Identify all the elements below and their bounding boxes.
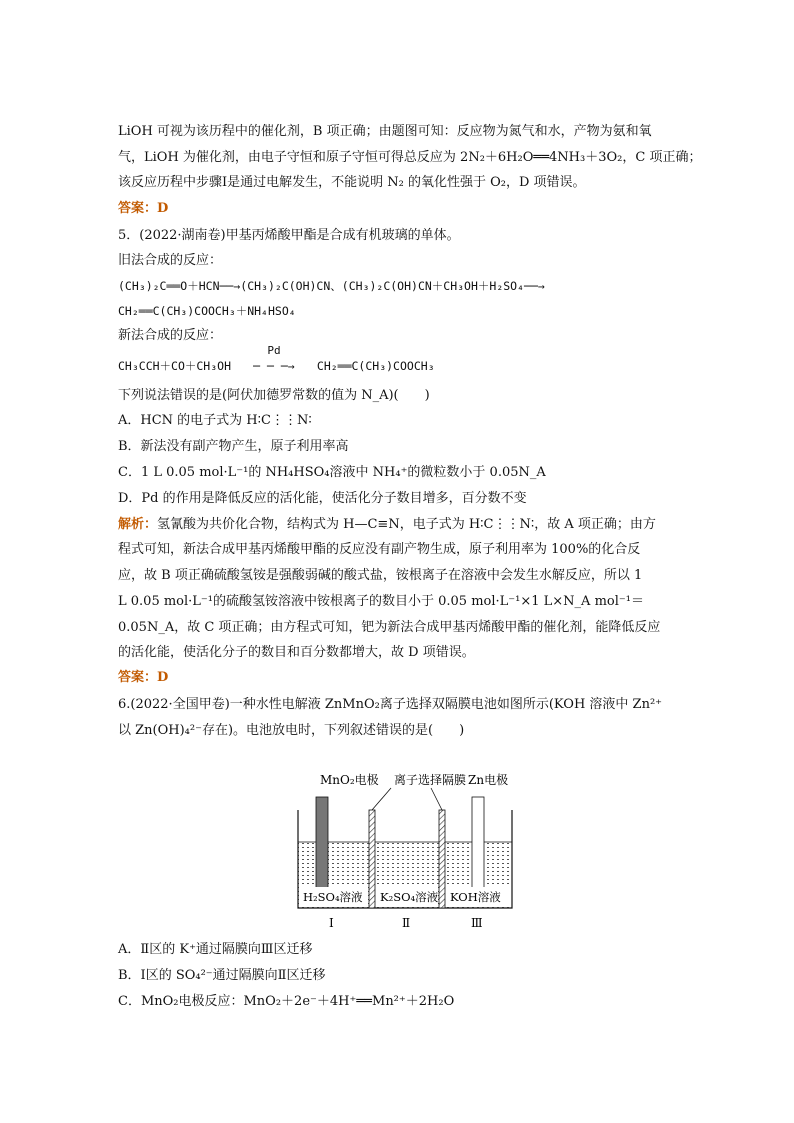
- q5-option-b: B．新法没有副产物产生，原子利用率高: [118, 439, 349, 454]
- q5-analysis-line-1: [118, 515, 656, 535]
- q6-option-a: A．Ⅱ区的 K⁺通过隔膜向Ⅲ区迁移: [118, 942, 313, 957]
- zn-electrode: [472, 797, 484, 895]
- analysis-label: 解析：: [118, 517, 158, 532]
- label-ion-membrane: 离子选择隔膜: [394, 773, 467, 787]
- new-eq-product: CH₂══C(CH₃)COOCH₃: [316, 359, 435, 373]
- q5-option-a: A．HCN 的电子式为 H∶C⋮⋮N∶: [118, 413, 312, 428]
- q5-question: 下列说法错误的是(阿伏加德罗常数的值为 N_A)( ): [118, 388, 430, 403]
- q5-analysis-line-6: 的活化能，使活化分子的数目和百分数都增大，故 D 项错误。: [118, 645, 475, 660]
- q5-old-equation-1: (CH₃)₂C══O＋HCN──→(CH₃)₂C(OH)CN、(CH₃)₂C(OH)CN＋CH₃OH＋H₂SO₄──→: [118, 279, 545, 293]
- prev-analysis-line-2: 气，LiOH 为催化剂，由电子守恒和原子守恒可得总反应为 2N₂＋6H₂O══4NH₃＋3O₂，C 项正确；: [118, 150, 702, 165]
- prev-analysis-line-3: 该反应历程中步骤Ⅰ是通过电解发生，不能说明 N₂ 的氧化性强于 O₂，D 项错误。: [118, 175, 586, 190]
- label-mno2-electrode: MnO₂电极: [320, 773, 379, 787]
- membrane-pointer-right: [431, 788, 442, 810]
- catalyst-label: Pd: [267, 344, 281, 357]
- q5-analysis-line-5: 0.05N_A，故 C 项正确；由方程式可知，钯为新法合成甲基丙烯酸甲酯的催化剂，能降低反应: [118, 620, 661, 635]
- label-zn-electrode: Zn电极: [468, 773, 509, 787]
- q6-option-b: B．Ⅰ区的 SO₄²⁻通过隔膜向Ⅱ区迁移: [118, 968, 326, 983]
- label-h2so4-solution: H₂SO₄溶液: [303, 890, 363, 904]
- q5-stem: 5．(2022·湖南卷)甲基丙烯酸甲酯是合成有机玻璃的单体。: [118, 228, 460, 243]
- membrane-left: [369, 810, 375, 908]
- q5-option-c: C．1 L 0.05 mol·L⁻¹的 NH₄HSO₄溶液中 NH₄⁺的微粒数小于 0.05N_A: [118, 465, 546, 480]
- zone-label-3: Ⅲ: [471, 916, 483, 930]
- q5-option-d: D．Pd 的作用是降低反应的活化能，使活化分子数目增多，百分数不变: [118, 491, 527, 506]
- mno2-electrode: [316, 797, 328, 895]
- prev-analysis-line-1: LiOH 可视为该历程中的催化剂，B 项正确；由题图可知：反应物为氮气和水，产物为氨和氧: [118, 124, 652, 139]
- q5-analysis-line-2: 程式可知，新法合成甲基丙烯酸甲酯的反应没有副产物生成，原子利用率为 100%的化合反: [118, 542, 641, 557]
- analysis-text-1: 氢氰酸为共价化合物，结构式为 H—C≡N，电子式为 H∶C⋮⋮N∶，故 A 项正确；由方: [157, 517, 656, 532]
- label-k2so4-solution: K₂SO₄溶液: [380, 890, 439, 904]
- label-koh-solution: KOH溶液: [450, 890, 501, 904]
- q6-option-c: C．MnO₂电极反应：MnO₂＋2e⁻＋4H⁺══Mn²⁺＋2H₂O: [118, 994, 455, 1009]
- q5-old-equation-2: CH₂══C(CH₃)COOCH₃＋NH₄HSO₄: [118, 304, 296, 318]
- q5-analysis-line-3: 应，故 B 项正确硫酸氢铵是强酸弱碱的酸式盐，铵根离子在溶液中会发生水解反应，所以 1: [118, 568, 643, 583]
- zone-label-2: Ⅱ: [402, 916, 411, 930]
- membrane-pointer-left: [372, 788, 391, 810]
- q5-old-label: 旧法合成的反应：: [118, 253, 223, 268]
- catalyst-arrow: [238, 344, 310, 376]
- arrow-glyph: ─ ─ ─→: [253, 359, 295, 373]
- membrane-right: [439, 810, 445, 908]
- q5-new-label: 新法合成的反应：: [118, 328, 223, 343]
- q6-stem-2: 以 Zn(OH)₄²⁻存在)。电池放电时，下列叙述错误的是( ): [118, 723, 465, 738]
- q5-new-equation: [118, 344, 435, 376]
- zone-label-1: Ⅰ: [329, 916, 334, 930]
- prev-answer: 答案：D: [118, 201, 169, 216]
- battery-diagram: [296, 770, 518, 935]
- new-eq-reactants: CH₃CCH＋CO＋CH₃OH: [118, 359, 232, 373]
- q5-analysis-line-4: L 0.05 mol·L⁻¹的硫酸氢铵溶液中铵根离子的数目小于 0.05 mol·L⁻¹×1 L×N_A mol⁻¹＝: [118, 594, 644, 609]
- q6-stem-1: 6.(2022·全国甲卷)一种水性电解液 ZnMnO₂离子选择双隔膜电池如图所示(KOH 溶液中 Zn²⁺: [118, 697, 663, 712]
- q5-answer: 答案：D: [118, 670, 169, 685]
